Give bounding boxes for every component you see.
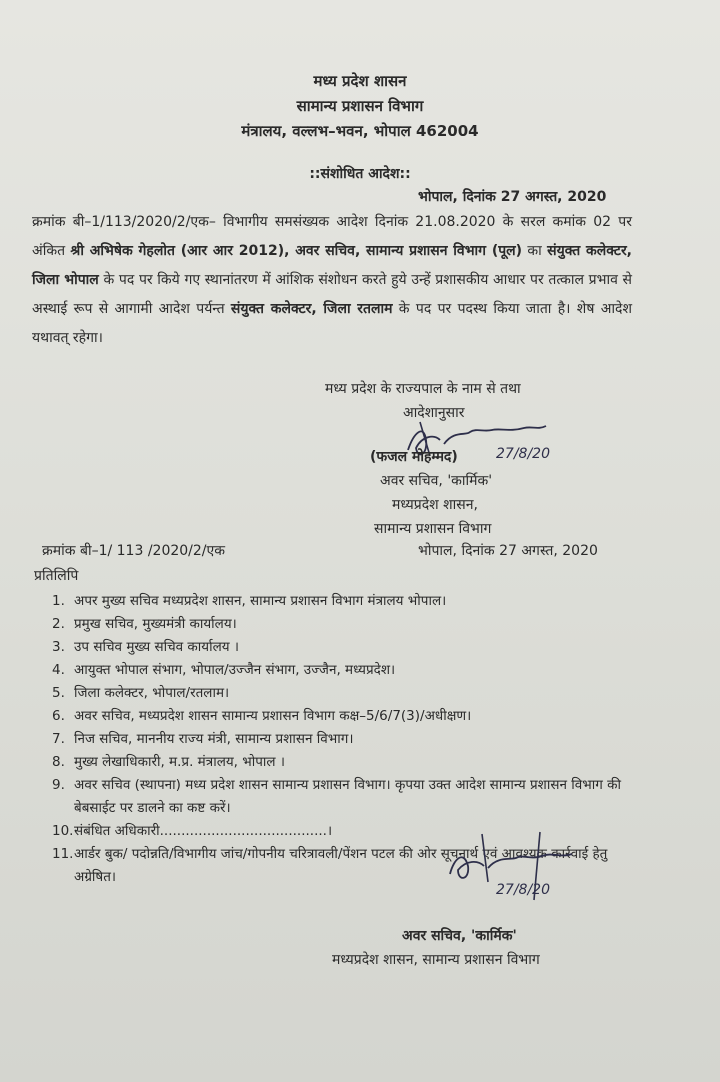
copy-list-item	[52, 613, 642, 636]
copy-list-item	[52, 774, 642, 820]
footer-department: मध्यप्रदेश शासन, सामान्य प्रशासन विभाग	[332, 952, 540, 968]
copy-list-text: अवर सचिव (स्थापना) मध्य प्रदेश शासन सामान्य प्रशासन विभाग। कृपया उक्त आदेश सामान्य प्रशासन विभाग की बेबसाईट पर डालने का कष्ट करें।	[74, 777, 621, 816]
copy-list-text: जिला कलेक्टर, भोपाल/रतलाम।	[74, 685, 230, 701]
copy-list-text: आयुक्त भोपाल संभाग, भोपाल/उज्जैन संभाग, उज्जैन, मध्यप्रदेश।	[74, 662, 396, 678]
copy-list-item	[52, 705, 642, 728]
copy-list-item	[52, 659, 642, 682]
signature-order-line: आदेशानुसार	[403, 405, 465, 421]
order-reference: क्रमांक बी–1/113/2020/2/एक–	[32, 214, 216, 230]
signatory-government: मध्यप्रदेश शासन,	[392, 497, 478, 513]
copy-date: भोपाल, दिनांक 27 अगस्त, 2020	[418, 543, 598, 559]
order-date: भोपाल, दिनांक 27 अगस्त, 2020	[418, 189, 607, 205]
copy-list-text: संबंधित अधिकारी.......................................।	[74, 823, 333, 839]
order-body: क्रमांक बी–1/113/2020/2/एक– विभागीय समसंख्यक आदेश दिनांक 21.08.2020 के सरल कमांक 02 पर अंकित श्री अभिषेक गेहलोत (आर आर 2012), अवर सचिव, सामान्य प्रशासन विभाग (पूल) का संयुक्त कलेक्टर, जिला भोपाल के पद पर किये गए स्थानांतरण में आंशिक संशोधन करते हुये उन्हें प्रशासकीय आधार पर तत्काल प्रभाव से अस्थाई रूप से आगामी आदेश पर्यन्त संयुक्त कलेक्टर, जिला रतलाम के पद पर पदस्थ किया जाता है। शेष आदेश यथावत् रहेगा।	[32, 214, 633, 346]
copy-list-item	[52, 751, 642, 774]
copy-list-number: 11.	[52, 846, 74, 862]
officer-name: श्री अभिषेक गेहलोत (आर आर 2012), अवर सचिव, सामान्य प्रशासन विभाग (पूल)	[70, 243, 523, 259]
copy-list-item	[52, 682, 642, 705]
signature-2	[442, 830, 602, 908]
copy-list-number: 9.	[52, 777, 65, 793]
copy-list-text: उप सचिव मुख्य सचिव कार्यालय ।	[74, 639, 240, 655]
copy-list-number: 10.	[52, 823, 74, 839]
copy-list-text: आर्डर बुक/ पदोन्नति/विभागीय जांच/गोपनीय चरित्रावली/पेंशन पटल की ओर सूचनार्थ एवं आवश्यक कार्रवाई हेतु अग्रेषित।	[74, 846, 608, 885]
copy-list-number: 6.	[52, 708, 65, 724]
footer-designation: अवर सचिव, 'कार्मिक'	[402, 928, 517, 944]
copy-list-text: निज सचिव, माननीय राज्य मंत्री, सामान्य प्रशासन विभाग।	[74, 731, 354, 747]
old-post: संयुक्त कलेक्टर, जिला भोपाल	[32, 243, 632, 288]
copy-list-number: 8.	[52, 754, 65, 770]
order-title: ::संशोधित आदेश::	[309, 166, 411, 182]
header-department: सामान्य प्रशासन विभाग	[296, 97, 424, 115]
copy-list-text: मुख्य लेखाधिकारी, म.प्र. मंत्रालय, भोपाल ।	[74, 754, 285, 770]
copy-heading: प्रतिलिपि	[34, 568, 79, 584]
signature-1-date: 27/8/20	[496, 446, 550, 462]
signatory-department: सामान्य प्रशासन विभाग	[374, 521, 492, 537]
copy-list-number: 5.	[52, 685, 65, 701]
copy-list-text: अपर मुख्य सचिव मध्यप्रदेश शासन, सामान्य प्रशासन विभाग मंत्रालय भोपाल।	[74, 593, 447, 609]
copy-reference: क्रमांक बी–1/ 113 /2020/2/एक	[42, 543, 225, 559]
copy-list-item	[52, 636, 642, 659]
copy-list-number: 7.	[52, 731, 65, 747]
signatory-name: (फजल मोहम्मद)	[370, 449, 458, 465]
header-address: मंत्रालय, वल्लभ–भवन, भोपाल 462004	[241, 122, 479, 140]
new-post: संयुक्त कलेक्टर, जिला रतलाम	[230, 301, 393, 317]
copy-list-number: 1.	[52, 593, 65, 609]
copy-list-item	[52, 590, 642, 613]
copy-list-text: प्रमुख सचिव, मुख्यमंत्री कार्यालय।	[74, 616, 237, 632]
signatory-designation: अवर सचिव, 'कार्मिक'	[380, 473, 493, 489]
signature-2-date: 27/8/20	[496, 882, 550, 898]
header-government: मध्य प्रदेश शासन	[313, 72, 407, 90]
signature-authority: मध्य प्रदेश के राज्यपाल के नाम से तथा	[325, 381, 521, 397]
copy-list-text: अवर सचिव, मध्यप्रदेश शासन सामान्य प्रशासन विभाग कक्ष–5/6/7(3)/अधीक्षण।	[74, 708, 472, 724]
copy-list-number: 2.	[52, 616, 65, 632]
copy-list-item	[52, 728, 642, 751]
copy-list-number: 3.	[52, 639, 65, 655]
copy-list-number: 4.	[52, 662, 65, 678]
